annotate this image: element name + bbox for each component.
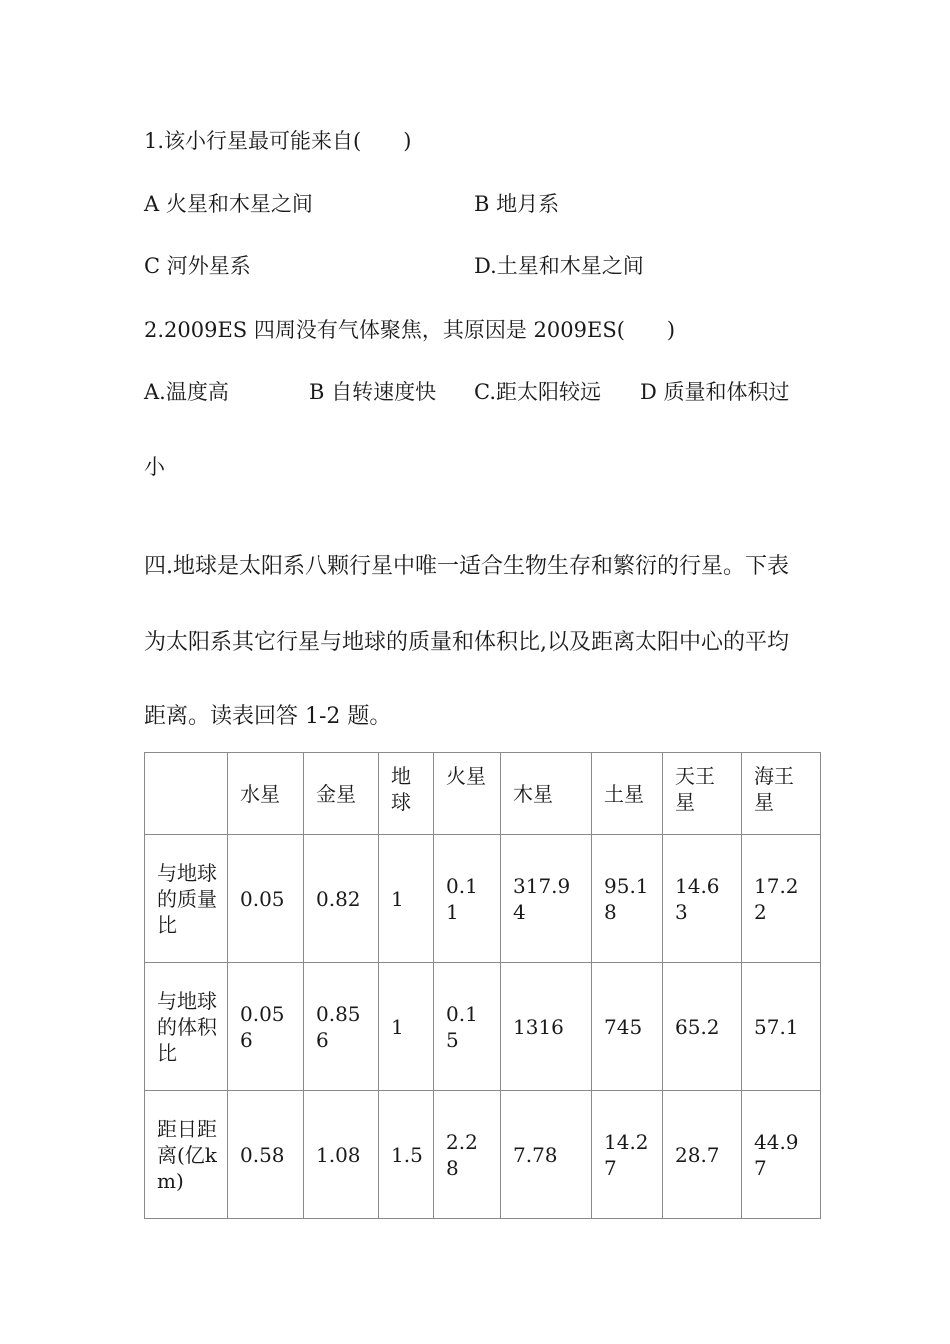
header-cell-saturn: 土星 xyxy=(592,753,663,835)
table-cell: 1 xyxy=(379,963,434,1091)
table-cell: 0.15 xyxy=(434,963,501,1091)
header-cell-jupiter: 木星 xyxy=(501,753,592,835)
table-cell: 0.056 xyxy=(228,963,304,1091)
header-cell-mercury: 水星 xyxy=(228,753,304,835)
table-cell: 317.94 xyxy=(501,835,592,963)
table-cell: 65.2 xyxy=(663,963,742,1091)
table-cell: 17.22 xyxy=(742,835,821,963)
table-cell: 1.08 xyxy=(304,1091,379,1219)
q2-option-a: A.温度高 xyxy=(144,380,229,404)
q2-option-c: C.距太阳较远 xyxy=(474,380,601,404)
table-cell: 745 xyxy=(592,963,663,1091)
q1-option-b: B 地月系 xyxy=(474,192,560,216)
table-cell: 0.58 xyxy=(228,1091,304,1219)
header-cell-uranus: 天王星 xyxy=(663,753,742,835)
table-cell: 14.27 xyxy=(592,1091,663,1219)
row-label: 与地球的质量比 xyxy=(145,835,228,963)
q1-option-d: D.土星和木星之间 xyxy=(474,254,644,278)
q1-option-a: A 火星和木星之间 xyxy=(144,192,313,216)
q2-stem: 2.2009ES 四周没有气体聚焦，其原因是 2009ES( ) xyxy=(144,318,676,342)
table-cell: 28.7 xyxy=(663,1091,742,1219)
section4-line-3: 距离。读表回答 1-2 题。 xyxy=(144,704,392,729)
header-cell-earth: 地球 xyxy=(379,753,434,835)
q2-option-b: B 自转速度快 xyxy=(309,380,437,404)
table-header-row xyxy=(145,753,821,835)
table-cell: 95.18 xyxy=(592,835,663,963)
header-cell-venus: 金星 xyxy=(304,753,379,835)
table-cell: 2.28 xyxy=(434,1091,501,1219)
table-cell: 1.5 xyxy=(379,1091,434,1219)
table-cell: 0.82 xyxy=(304,835,379,963)
table-row-mass-ratio xyxy=(145,835,821,963)
q2-option-d: D 质量和体积过 xyxy=(640,380,790,404)
q1-option-c: C 河外星系 xyxy=(144,254,251,278)
table-row-volume-ratio xyxy=(145,963,821,1091)
table-cell: 14.63 xyxy=(663,835,742,963)
table-cell: 1 xyxy=(379,835,434,963)
table-cell: 0.11 xyxy=(434,835,501,963)
table-cell: 7.78 xyxy=(501,1091,592,1219)
planet-data-table xyxy=(144,752,821,1219)
table-cell: 44.97 xyxy=(742,1091,821,1219)
table-cell: 1316 xyxy=(501,963,592,1091)
table-row-sun-distance xyxy=(145,1091,821,1219)
section4-line-1: 四.地球是太阳系八颗行星中唯一适合生物生存和繁衍的行星。下表 xyxy=(144,554,789,579)
header-cell-neptune: 海王星 xyxy=(742,753,821,835)
row-label: 与地球的体积比 xyxy=(145,963,228,1091)
table-cell: 57.1 xyxy=(742,963,821,1091)
q2-option-d-continued: 小 xyxy=(144,455,165,479)
header-cell-blank xyxy=(145,753,228,835)
section4-line-2: 为太阳系其它行星与地球的质量和体积比,以及距离太阳中心的平均 xyxy=(144,630,789,655)
table-cell: 0.856 xyxy=(304,963,379,1091)
q1-stem: 1.该小行星最可能来自( ) xyxy=(144,129,412,153)
header-cell-mars: 火星 xyxy=(434,753,501,835)
row-label: 距日距离(亿km) xyxy=(145,1091,228,1219)
table-cell: 0.05 xyxy=(228,835,304,963)
